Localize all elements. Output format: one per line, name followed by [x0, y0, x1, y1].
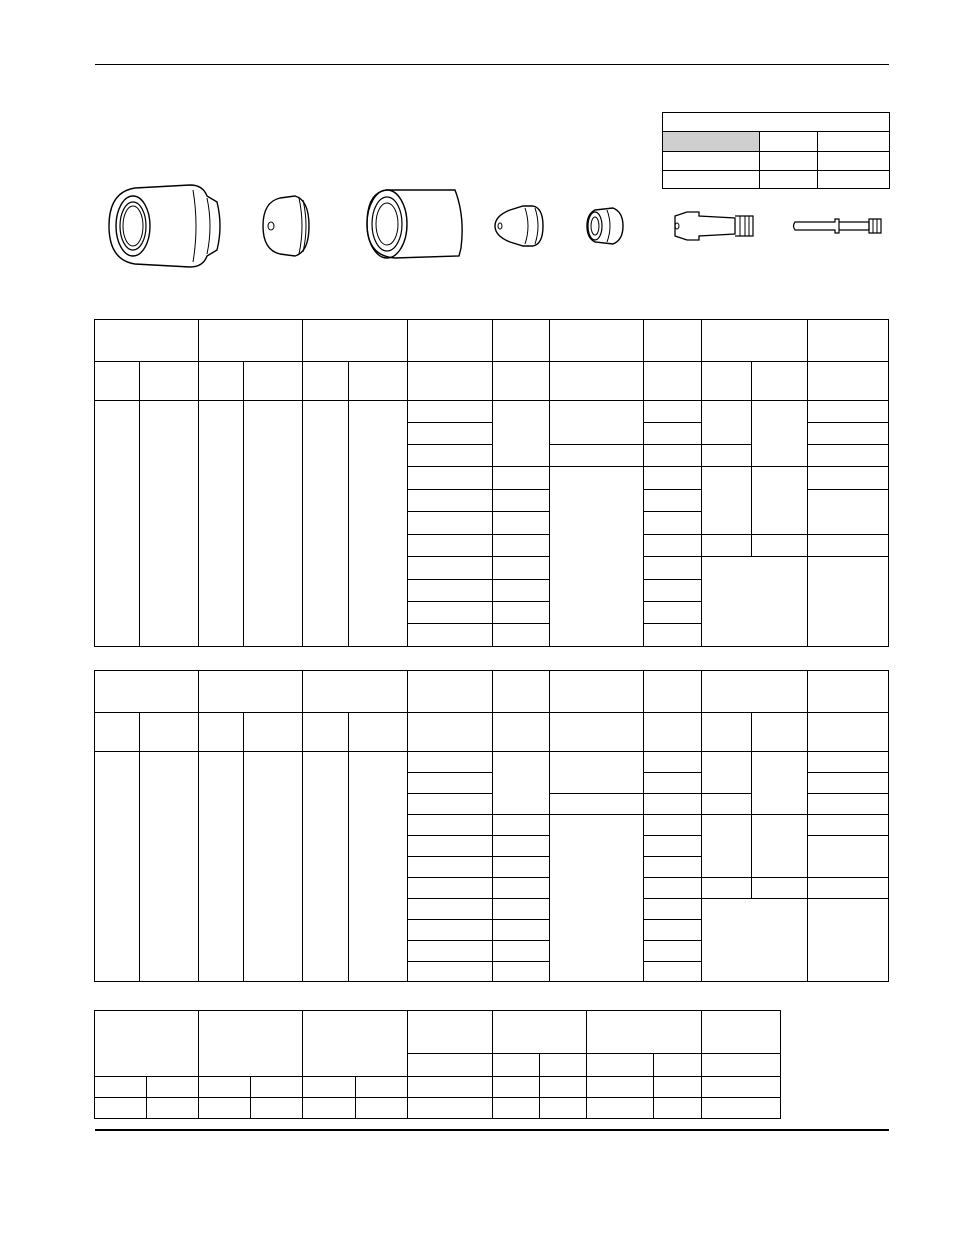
- electrode-part-icon: [675, 212, 753, 240]
- swirl-ring-part-icon: [587, 208, 623, 244]
- shield-part-icon: [109, 185, 220, 267]
- footer-rule: [95, 1129, 889, 1131]
- nozzle-part-icon: [495, 206, 543, 246]
- process-table-3: [94, 1010, 784, 1122]
- header-rule: [95, 64, 889, 65]
- water-tube-part-icon: [794, 219, 882, 233]
- legend-header-fill: [663, 132, 759, 151]
- process-table-2: [94, 670, 891, 984]
- parts-illustration: [95, 176, 895, 276]
- retaining-cap-part-icon: [367, 190, 462, 258]
- process-table-1: [94, 319, 891, 649]
- shield-cap-part-icon: [263, 196, 309, 256]
